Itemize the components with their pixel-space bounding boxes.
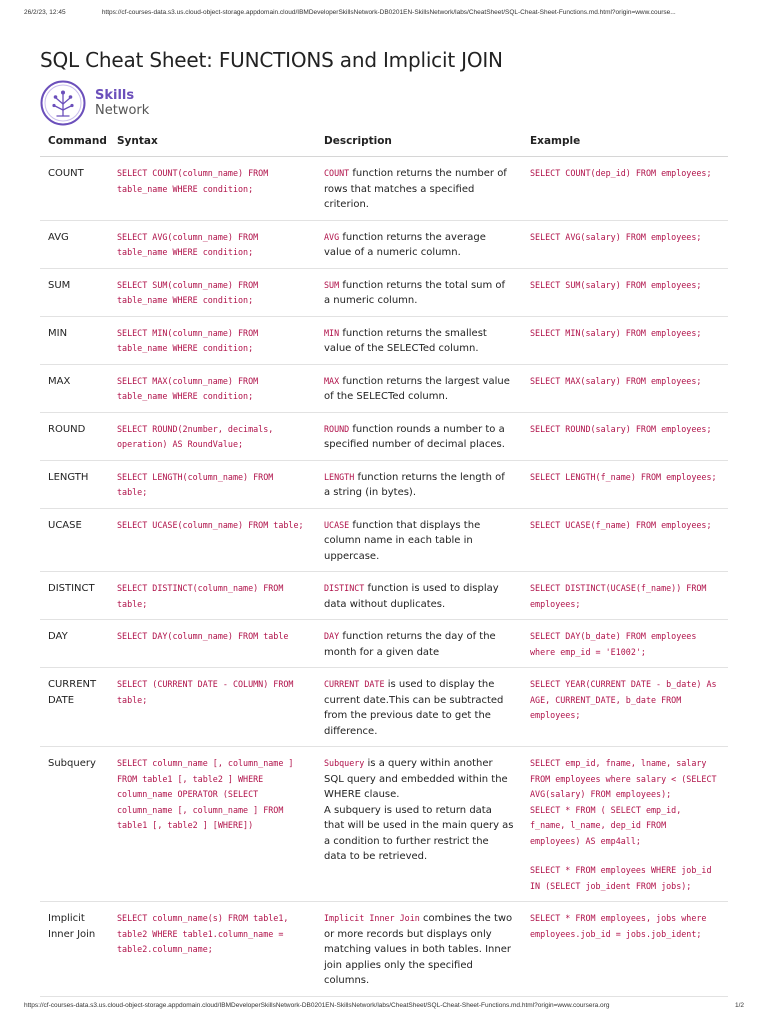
print-header: [24, 9, 744, 16]
table-row: [40, 157, 728, 221]
syntax-cell: [109, 412, 316, 460]
table-row: [40, 572, 728, 620]
desc-text: function returns the number of rows that matches a specified criterion.: [324, 168, 507, 210]
logo-line-2: Network: [95, 103, 150, 118]
command-cell: ROUND: [40, 412, 109, 460]
syntax-code: SELECT LENGTH(column_name) FROM table;: [117, 471, 279, 497]
desc-text-2: A subquery is used to return data that will be used in the main query as a condition to further restrict the data to be retrieved.: [324, 804, 514, 862]
description-cell: [316, 412, 522, 460]
desc-text: function returns the day of the month for a given date: [324, 631, 496, 658]
example-code: SELECT emp_id, fname, lname, salary FROM employees where salary < (SELECT AVG(salary) FROM employees); SELECT * FROM ( SELECT emp_id, f_name, l_name, dep_id FROM employees) AS emp4all;: [530, 758, 717, 846]
example-cell: [522, 668, 728, 747]
desc-keyword: MIN: [324, 327, 340, 338]
table-header-row: [40, 126, 728, 157]
desc-text: function returns the largest value of the SELECTed column.: [324, 375, 510, 402]
description-cell: [316, 460, 522, 508]
desc-keyword: CURRENT DATE: [324, 679, 385, 689]
syntax-cell: [109, 620, 316, 668]
table-row: [40, 268, 728, 316]
desc-text: is used to display the current date.This can be subtracted from the previous date to get the difference.: [324, 679, 504, 737]
description-cell: [316, 157, 522, 221]
description-cell: [316, 747, 522, 902]
description-cell: [316, 364, 522, 412]
syntax-cell: [109, 460, 316, 508]
header-command: Command: [40, 126, 109, 157]
footer-url: https://cf-courses-data.s3.us.cloud-object-storage.appdomain.cloud/IBMDeveloperSkillsNetwork-DB0201EN-SkillsNetwork/labs/CheatSheet/SQL-Cheat-Sheet-Functions.md.html?origin=www.coursera.org: [24, 1002, 610, 1009]
syntax-code: SELECT column_name [, column_name ] FROM table1 [, table2 ] WHERE column_name OPERATOR (SELECT column_name [, column_name ] FROM table1 [, table2 ] [WHERE]): [117, 758, 299, 830]
syntax-cell: [109, 747, 316, 902]
command-cell: LENGTH: [40, 460, 109, 508]
desc-keyword: Implicit Inner Join: [324, 913, 420, 923]
example-code: SELECT MIN(salary) FROM employees;: [530, 327, 702, 338]
example-cell: [522, 268, 728, 316]
desc-keyword: Subquery: [324, 758, 365, 768]
desc-keyword: SUM: [324, 279, 340, 290]
syntax-cell: [109, 316, 316, 364]
example-cell: [522, 316, 728, 364]
description-cell: [316, 220, 522, 268]
example-cell: [522, 157, 728, 221]
example-cell: [522, 364, 728, 412]
desc-text: is a query within another SQL query and embedded within the WHERE clause.: [324, 758, 508, 800]
command-cell: Implicit Inner Join: [40, 902, 109, 997]
skills-network-logo: [40, 80, 149, 126]
example-cell: [522, 620, 728, 668]
header-example: Example: [522, 126, 728, 157]
command-cell: Subquery: [40, 747, 109, 902]
header-description: Description: [316, 126, 522, 157]
header-syntax: Syntax: [109, 126, 316, 157]
desc-text: function returns the total sum of a numeric column.: [324, 279, 506, 306]
example-code: SELECT DAY(b_date) FROM employees where emp_id = 'E1002';: [530, 631, 702, 657]
example-cell: [522, 412, 728, 460]
description-cell: [316, 620, 522, 668]
example-cell: [522, 902, 728, 997]
example-cell: [522, 220, 728, 268]
desc-text: function rounds a number to a specified number of decimal places.: [324, 423, 505, 450]
syntax-cell: [109, 508, 316, 572]
command-cell: CURRENT DATE: [40, 668, 109, 747]
example-cell: [522, 460, 728, 508]
syntax-code: SELECT MIN(column_name) FROM table_name WHERE condition;: [117, 327, 264, 353]
syntax-cell: [109, 668, 316, 747]
table-row: [40, 508, 728, 572]
desc-text: function is used to display data without duplicates.: [324, 583, 499, 610]
cheat-sheet-table: [40, 126, 728, 997]
table-row: [40, 412, 728, 460]
command-cell: SUM: [40, 268, 109, 316]
description-cell: [316, 668, 522, 747]
table-row: [40, 460, 728, 508]
command-cell: UCASE: [40, 508, 109, 572]
desc-keyword: AVG: [324, 231, 340, 242]
example-code: SELECT YEAR(CURRENT DATE - b_date) As AGE, CURRENT_DATE, b_date FROM employees;: [530, 679, 722, 720]
syntax-code: SELECT column_name(s) FROM table1, table2 WHERE table1.column_name = table2.column_name;: [117, 913, 294, 954]
syntax-code: SELECT MAX(column_name) FROM table_name WHERE condition;: [117, 375, 264, 401]
desc-keyword: COUNT: [324, 168, 350, 178]
syntax-cell: [109, 902, 316, 997]
desc-keyword: DISTINCT: [324, 583, 365, 593]
desc-text: function that displays the column name in each table in uppercase.: [324, 519, 481, 562]
syntax-code: SELECT ROUND(2number, decimals, operation) AS RoundValue;: [117, 423, 279, 449]
example-code: SELECT ROUND(salary) FROM employees;: [530, 423, 712, 434]
table-row: [40, 620, 728, 668]
print-url: https://cf-courses-data.s3.us.cloud-object-storage.appdomain.cloud/IBMDeveloperSkillsNetwork-DB0201EN-SkillsNetwork/labs/CheatSheet/SQL-Cheat-Sheet-Functions.md.html?origin=www.course...: [101, 9, 676, 16]
desc-text: function returns the length of a string (in bytes).: [324, 471, 505, 498]
example-cell: [522, 747, 728, 902]
example-code: SELECT AVG(salary) FROM employees;: [530, 231, 702, 242]
example-code: SELECT UCASE(f_name) FROM employees;: [530, 519, 712, 530]
example-code: SELECT * FROM employees, jobs where employees.job_id = jobs.job_ident;: [530, 913, 712, 939]
example-code: SELECT DISTINCT(UCASE(f_name)) FROM employees;: [530, 583, 712, 609]
command-cell: COUNT: [40, 157, 109, 221]
syntax-code: SELECT SUM(column_name) FROM table_name WHERE condition;: [117, 279, 264, 305]
desc-keyword: MAX: [324, 375, 340, 386]
table-row: [40, 747, 728, 902]
description-cell: [316, 268, 522, 316]
desc-keyword: ROUND: [324, 423, 350, 434]
command-cell: DISTINCT: [40, 572, 109, 620]
print-date: 26/2/23, 12:45: [24, 9, 66, 16]
desc-text: combines the two or more records but displays only matching values in both tables. Inner join applies only the specified columns.: [324, 913, 513, 986]
desc-text: function returns the smallest value of the SELECTed column.: [324, 327, 487, 354]
page-title: SQL Cheat Sheet: FUNCTIONS and Implicit JOIN: [40, 48, 503, 72]
table-row: [40, 668, 728, 747]
command-cell: DAY: [40, 620, 109, 668]
print-footer: [24, 1002, 744, 1009]
tree-circle-icon: [40, 80, 86, 126]
logo-line-1: Skills: [95, 88, 135, 103]
command-cell: MIN: [40, 316, 109, 364]
example-code: SELECT COUNT(dep_id) FROM employees;: [530, 168, 712, 178]
page-number: 1/2: [734, 1002, 744, 1009]
description-cell: [316, 572, 522, 620]
desc-keyword: UCASE: [324, 519, 350, 530]
syntax-cell: [109, 364, 316, 412]
example-code: SELECT LENGTH(f_name) FROM employees;: [530, 471, 717, 482]
example-cell: [522, 572, 728, 620]
syntax-cell: [109, 268, 316, 316]
table-row: [40, 316, 728, 364]
description-cell: [316, 316, 522, 364]
syntax-code: SELECT DAY(column_name) FROM table: [117, 631, 289, 641]
description-cell: [316, 902, 522, 997]
command-cell: AVG: [40, 220, 109, 268]
table-row: [40, 220, 728, 268]
table-row: [40, 364, 728, 412]
syntax-code: SELECT (CURRENT DATE - COLUMN) FROM table;: [117, 679, 299, 705]
syntax-code: SELECT COUNT(column_name) FROM table_name WHERE condition;: [117, 168, 274, 194]
syntax-cell: [109, 572, 316, 620]
command-cell: MAX: [40, 364, 109, 412]
syntax-code: SELECT UCASE(column_name) FROM table;: [117, 519, 304, 530]
syntax-code: SELECT AVG(column_name) FROM table_name WHERE condition;: [117, 231, 264, 257]
example-code: SELECT SUM(salary) FROM employees;: [530, 279, 702, 290]
example-code: SELECT MAX(salary) FROM employees;: [530, 375, 702, 386]
desc-keyword: DAY: [324, 631, 340, 641]
example-code-2: SELECT * FROM employees WHERE job_id IN (SELECT job_ident FROM jobs);: [530, 865, 717, 891]
example-cell: [522, 508, 728, 572]
syntax-cell: [109, 220, 316, 268]
syntax-code: SELECT DISTINCT(column_name) FROM table;: [117, 583, 289, 609]
desc-text: function returns the average value of a numeric column.: [324, 231, 486, 258]
description-cell: [316, 508, 522, 572]
desc-keyword: LENGTH: [324, 471, 355, 482]
syntax-cell: [109, 157, 316, 221]
table-row: [40, 902, 728, 997]
